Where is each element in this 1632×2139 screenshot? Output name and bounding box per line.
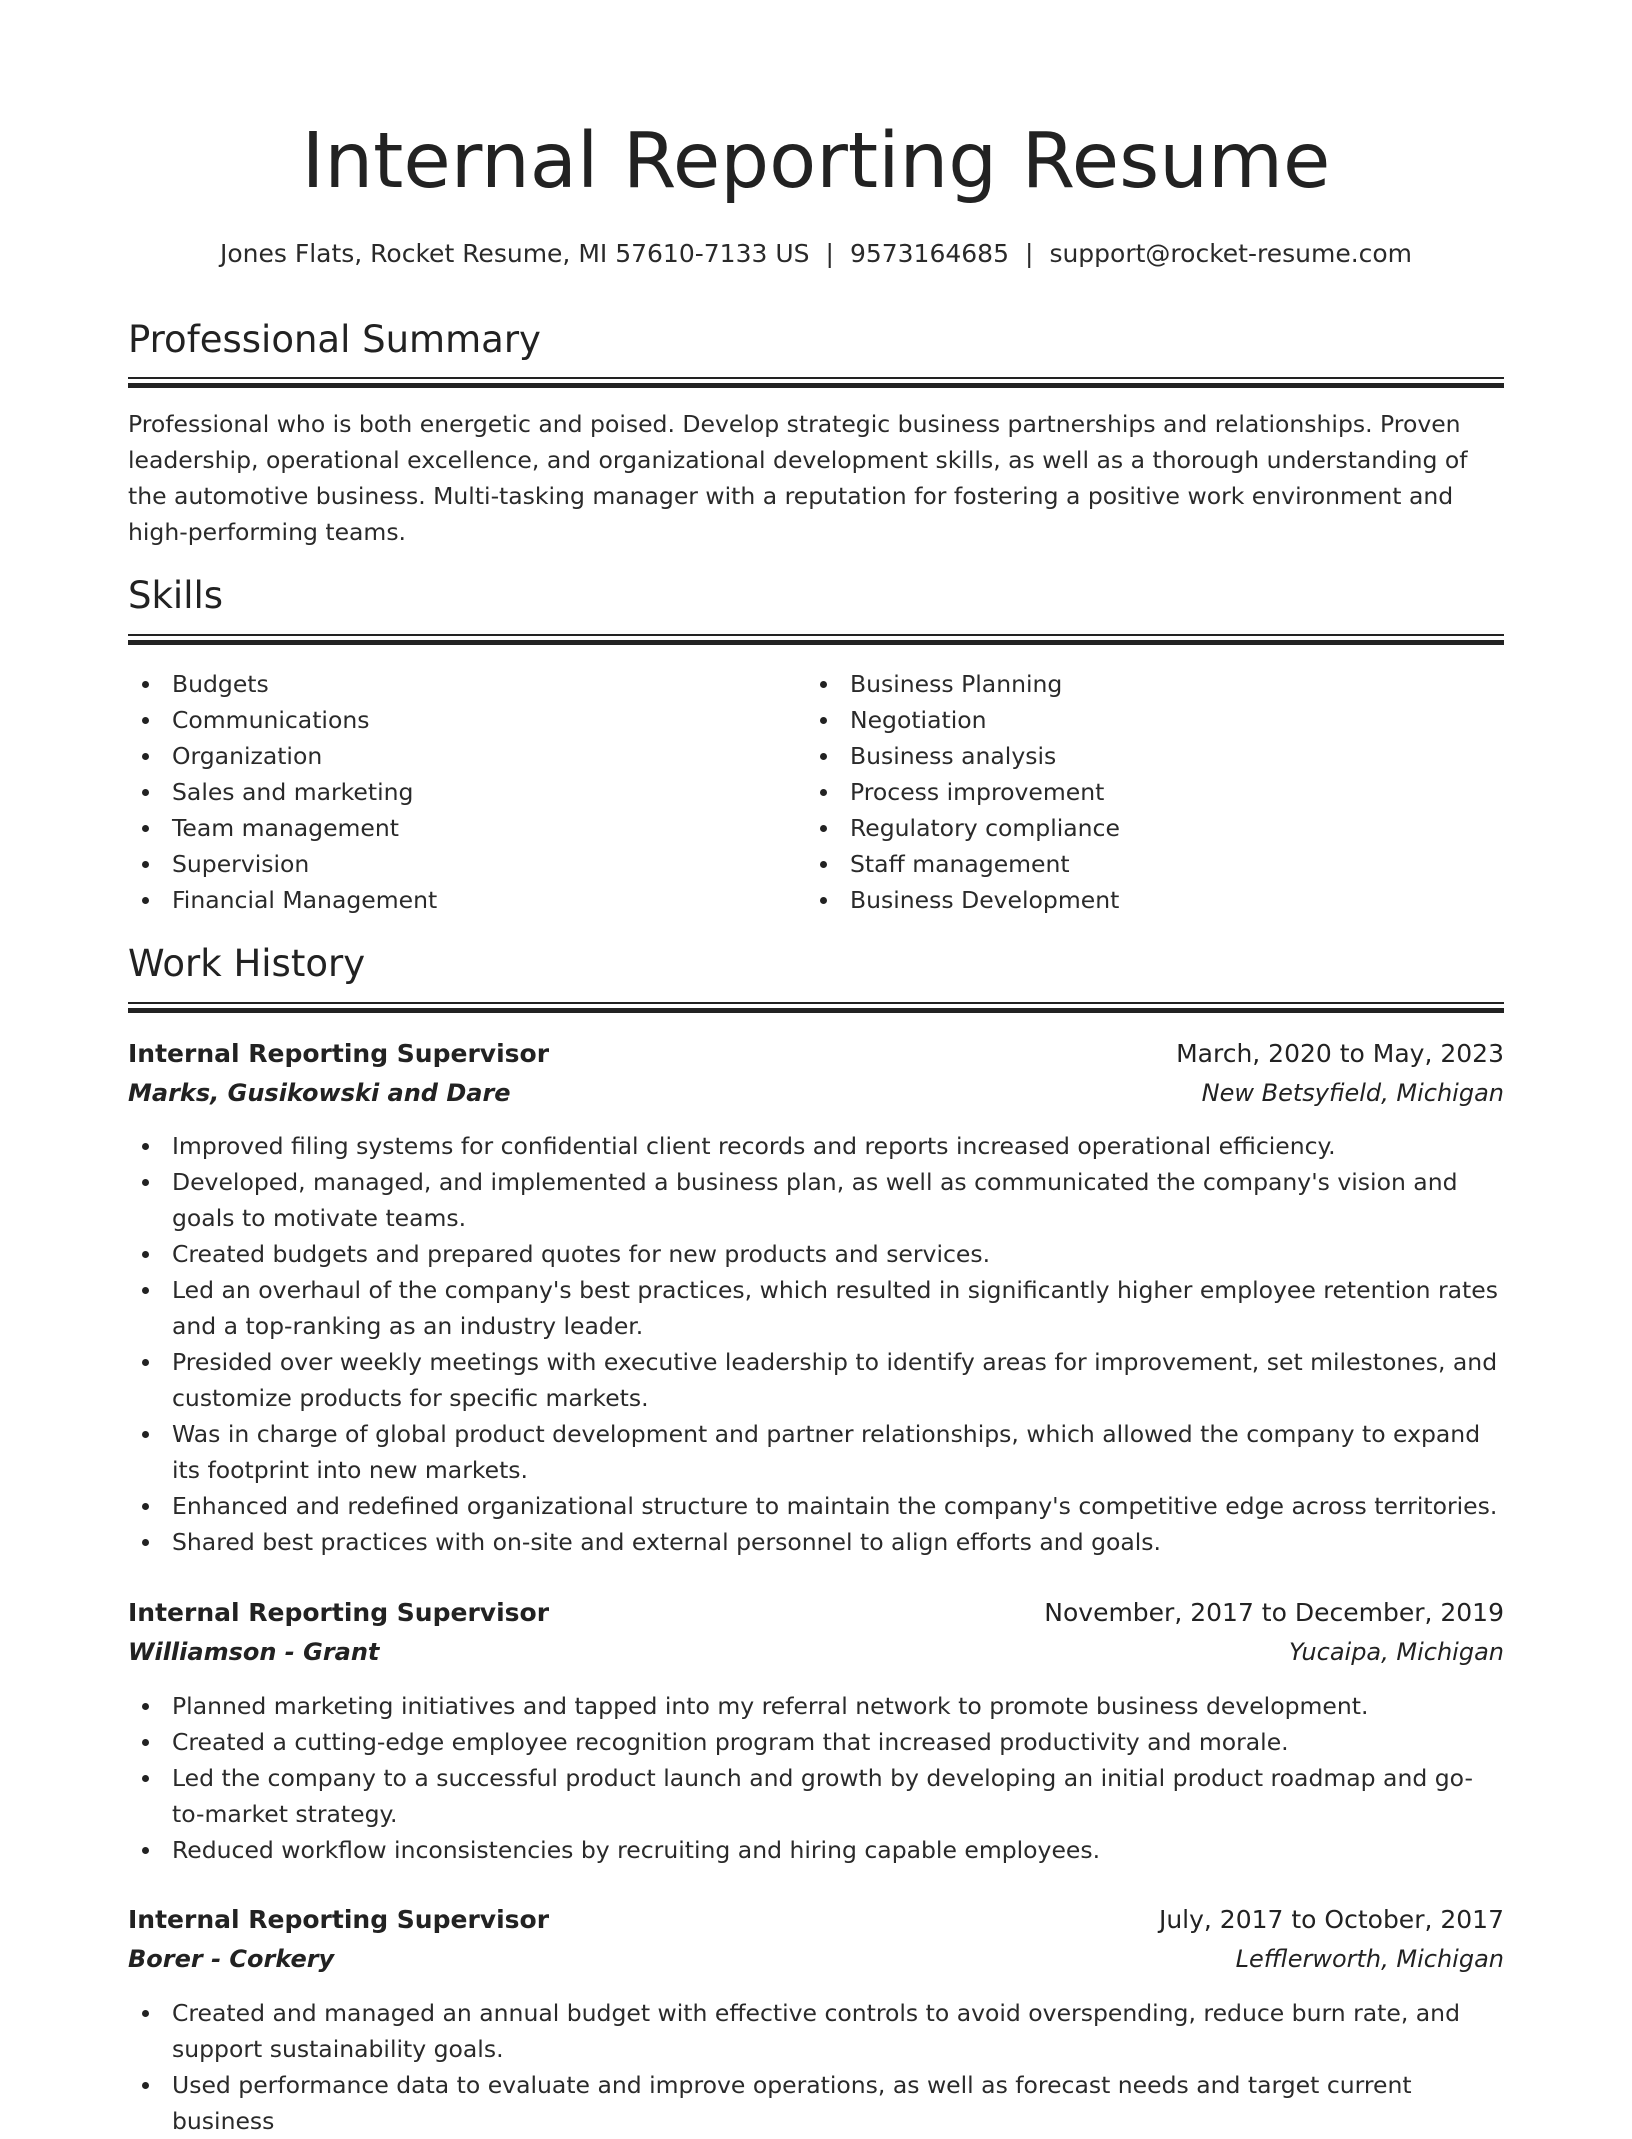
contact-separator: |	[825, 239, 834, 268]
skill-item: Process improvement	[806, 774, 1120, 810]
skill-item: Budgets	[128, 666, 437, 702]
job-bullet: Created a cutting-edge employee recognition program that increased productivity and morale.	[128, 1724, 1504, 1760]
skill-item: Financial Management	[128, 882, 437, 918]
contact-line	[128, 238, 1504, 271]
job-bullet: Presided over weekly meetings with executive leadership to identify areas for improvement, set milestones, and customize products for specific markets.	[128, 1344, 1504, 1416]
section-title-summary: Professional Summary	[128, 318, 541, 361]
section-divider	[128, 377, 1504, 387]
job-company: Williamson - Grant	[128, 1638, 380, 1666]
skill-item: Organization	[128, 738, 437, 774]
skill-item: Business Development	[806, 882, 1120, 918]
job-dates: July, 2017 to October, 2017	[1158, 1905, 1504, 1934]
job-title: Internal Reporting Supervisor	[128, 1905, 550, 1934]
job-location: Yucaipa, Michigan	[1288, 1638, 1504, 1666]
skill-item: Negotiation	[806, 702, 1120, 738]
skills-column-left	[128, 666, 437, 918]
skills-column-right	[806, 666, 1120, 918]
job-company: Marks, Gusikowski and Dare	[128, 1079, 511, 1107]
job-location: New Betsyfield, Michigan	[1201, 1079, 1504, 1107]
job-bullet: Reduced workflow inconsistencies by recruiting and hiring capable employees.	[128, 1832, 1504, 1868]
contact-phone[interactable]: 9573164685	[849, 239, 1009, 268]
job-bullet: Created budgets and prepared quotes for new products and services.	[128, 1236, 1504, 1272]
job-title: Internal Reporting Supervisor	[128, 1039, 550, 1068]
skill-item: Communications	[128, 702, 437, 738]
job-bullet: Developed, managed, and implemented a business plan, as well as communicated the company's vision and goals to motivate teams.	[128, 1164, 1504, 1236]
section-divider	[128, 1002, 1504, 1012]
skill-item: Regulatory compliance	[806, 810, 1120, 846]
job-header	[128, 1034, 1504, 1114]
skill-item: Staff management	[806, 846, 1120, 882]
job-bullet: Was in charge of global product development and partner relationships, which allowed the company to expand its footprint into new markets.	[128, 1416, 1504, 1488]
job-bullet: Created and managed an annual budget with effective controls to avoid overspending, reduce burn rate, and support sustainability goals.	[128, 1995, 1504, 2067]
job-bullets	[128, 1688, 1504, 1868]
job-header	[128, 1593, 1504, 1673]
job-bullet: Led an overhaul of the company's best practices, which resulted in significantly higher employee retention rates and a top-ranking as an industry leader.	[128, 1272, 1504, 1344]
job-title: Internal Reporting Supervisor	[128, 1598, 550, 1627]
section-title-skills: Skills	[128, 574, 224, 617]
skill-item: Supervision	[128, 846, 437, 882]
job-bullet: Planned marketing initiatives and tapped into my referral network to promote business development.	[128, 1688, 1504, 1724]
contact-email[interactable]: support@rocket-resume.com	[1049, 239, 1413, 268]
job-bullets	[128, 1128, 1504, 1560]
contact-separator: |	[1025, 239, 1034, 268]
job-dates: November, 2017 to December, 2019	[1044, 1598, 1504, 1627]
job-bullet: Improved filing systems for confidential client records and reports increased operational efficiency.	[128, 1128, 1504, 1164]
job-bullet: Led the company to a successful product launch and growth by developing an initial product roadmap and go-to-market strategy.	[128, 1760, 1504, 1832]
summary-text: Professional who is both energetic and poised. Develop strategic business partnerships and relationships. Proven leadership, operational excellence, and organizational development skills, as well as a thorough understanding of the automotive business. Multi-tasking manager with a reputation for fostering a positive work environment and high-performing teams.	[128, 410, 1468, 546]
job-bullet: Used performance data to evaluate and improve operations, as well as forecast needs and target current business	[128, 2067, 1504, 2139]
section-divider	[128, 634, 1504, 644]
job-company: Borer - Corkery	[128, 1945, 335, 1973]
contact-address: Jones Flats, Rocket Resume, MI 57610-7133 US	[219, 239, 810, 268]
skill-item: Business Planning	[806, 666, 1120, 702]
job-header	[128, 1900, 1504, 1980]
job-bullet: Shared best practices with on-site and external personnel to align efforts and goals.	[128, 1524, 1504, 1560]
skill-item: Business analysis	[806, 738, 1120, 774]
job-location: Lefflerworth, Michigan	[1235, 1945, 1504, 1973]
resume-name: Internal Reporting Resume	[301, 117, 1331, 206]
job-bullet: Enhanced and redefined organizational structure to maintain the company's competitive edge across territories.	[128, 1488, 1504, 1524]
skill-item: Sales and marketing	[128, 774, 437, 810]
skill-item: Team management	[128, 810, 437, 846]
job-dates: March, 2020 to May, 2023	[1176, 1039, 1504, 1068]
job-bullets	[128, 1995, 1504, 2139]
section-title-work-history: Work History	[128, 942, 366, 985]
